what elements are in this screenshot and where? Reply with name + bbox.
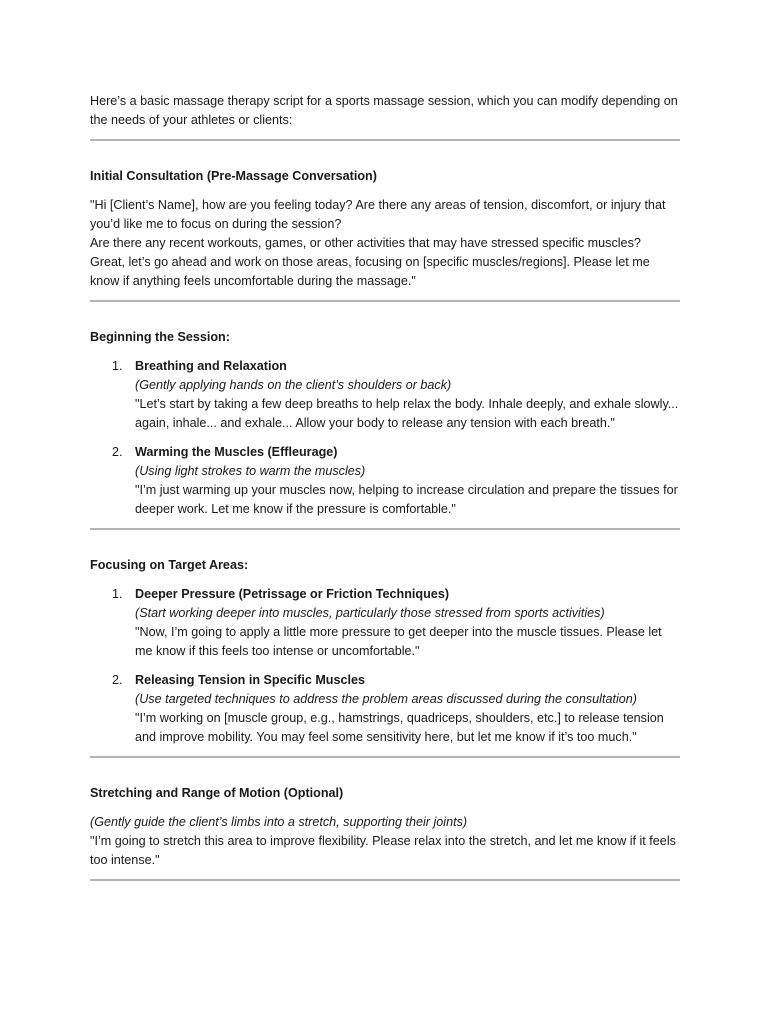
step-quote: "Let’s start by taking a few deep breaths to help relax the body. Inhale deeply, and exhale slowly... again, inhale... and exhale... Allow your body to release any tension with each breath." <box>135 397 679 430</box>
step-title: Deeper Pressure (Petrissage or Friction Techniques) <box>135 587 450 601</box>
target-heading: Focusing on Target Areas: <box>90 558 249 572</box>
step-note: (Using light strokes to warm the muscles) <box>135 464 366 478</box>
consultation-line: Are there any recent workouts, games, or other activities that may have stressed specific muscles? <box>90 236 641 250</box>
step-title: Releasing Tension in Specific Muscles <box>135 673 366 687</box>
target-section <box>90 556 680 747</box>
section-divider <box>90 528 680 530</box>
stretching-section <box>90 784 680 870</box>
target-steps-list <box>90 585 680 747</box>
stretching-script <box>90 813 680 870</box>
beginning-steps-list <box>90 357 680 519</box>
step-note: (Use targeted techniques to address the problem areas discussed during the consultation) <box>135 692 637 706</box>
document-page <box>90 92 680 881</box>
step-note: (Gently applying hands on the client’s shoulders or back) <box>135 378 452 392</box>
stretching-heading: Stretching and Range of Motion (Optional) <box>90 786 344 800</box>
list-number: 2. <box>112 445 123 459</box>
consultation-line: "Hi [Client’s Name], how are you feeling today? Are there any areas of tension, discomfort, or injury that you’d like me to focus on during the session? <box>90 198 666 231</box>
step-title: Warming the Muscles (Effleurage) <box>135 445 338 459</box>
list-item <box>90 443 680 519</box>
consultation-script <box>90 196 680 291</box>
step-quote: "I’m working on [muscle group, e.g., hamstrings, quadriceps, shoulders, etc.] to release tension and improve mobility. You may feel some sensitivity here, but let me know if it’s too much." <box>135 711 664 744</box>
list-item <box>90 357 680 433</box>
stretching-quote: "I’m going to stretch this area to improve flexibility. Please relax into the stretch, and let me know if it feels too intense." <box>90 834 676 867</box>
step-note: (Start working deeper into muscles, particularly those stressed from sports activities) <box>135 606 605 620</box>
consultation-section <box>90 167 680 291</box>
step-quote: "Now, I’m going to apply a little more pressure to get deeper into the muscle tissues. Please let me know if this feels too intense or uncomfortable." <box>135 625 662 658</box>
list-number: 1. <box>112 359 123 373</box>
list-item <box>90 585 680 661</box>
intro-paragraph: Here’s a basic massage therapy script for a sports massage session, which you can modify depending on the needs of your athletes or clients: <box>90 94 678 127</box>
list-item <box>90 671 680 747</box>
section-divider <box>90 879 680 881</box>
step-quote: "I’m just warming up your muscles now, helping to increase circulation and prepare the tissues for deeper work. Let me know if the pressure is comfortable." <box>135 483 678 516</box>
beginning-heading: Beginning the Session: <box>90 330 230 344</box>
consultation-heading: Initial Consultation (Pre-Massage Conversation) <box>90 169 377 183</box>
section-divider <box>90 756 680 758</box>
section-divider <box>90 300 680 302</box>
step-title: Breathing and Relaxation <box>135 359 287 373</box>
section-divider <box>90 139 680 141</box>
list-number: 1. <box>112 587 123 601</box>
beginning-section <box>90 328 680 519</box>
list-number: 2. <box>112 673 123 687</box>
consultation-line: Great, let’s go ahead and work on those areas, focusing on [specific muscles/regions]. Please let me know if anything feels uncomfortable during the massage." <box>90 255 650 288</box>
stretching-note: (Gently guide the client’s limbs into a stretch, supporting their joints) <box>90 815 468 829</box>
